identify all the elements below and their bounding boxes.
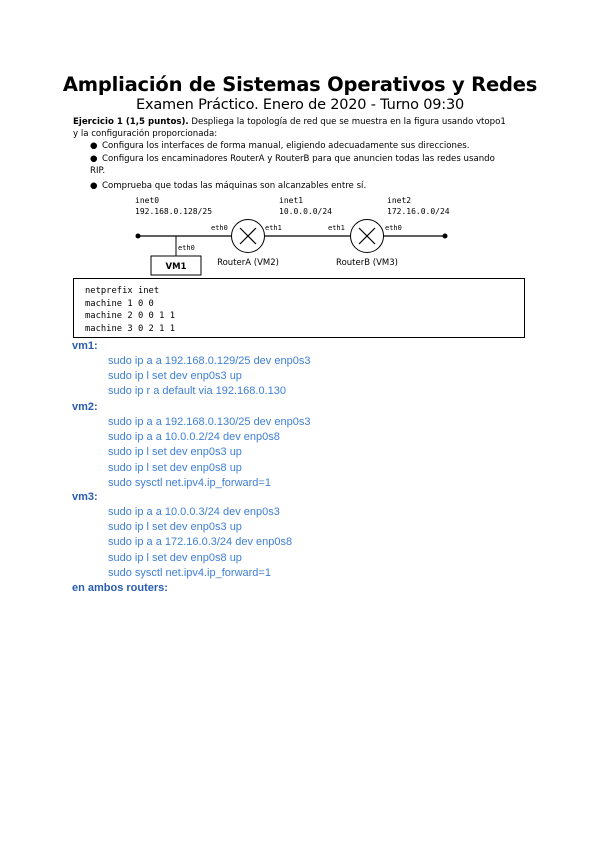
answer-routers — [72, 582, 168, 594]
bullet-icon: ● — [90, 141, 98, 151]
vm1-label: VM1 — [165, 262, 187, 272]
answer-vm1-label: vm1: — [72, 340, 98, 352]
command-line: sudo ip a a 192.168.0.130/25 dev enp0s3 — [108, 416, 311, 428]
router-b-eth0-label: eth0 — [385, 224, 402, 232]
bullet-icon: ● — [90, 154, 98, 164]
command-line: sudo ip l set dev enp0s3 up — [108, 370, 242, 383]
router-a-eth1-label: eth1 — [265, 224, 282, 232]
document-title: Ampliación de Sistemas Operativos y Redes — [62, 73, 538, 96]
inet1-cidr: 10.0.0.0/24 — [279, 207, 332, 216]
bullet-text: Comprueba que todas las máquinas son alcanzables entre sí. — [102, 181, 367, 191]
exercise-heading: Ejercicio 1 (1,5 puntos). — [73, 117, 189, 127]
answer-vm2 — [72, 401, 310, 491]
router-b-eth1-label: eth1 — [328, 224, 345, 232]
answer-routers-label: en ambos routers: — [72, 582, 168, 594]
router-a-eth0-label: eth0 — [211, 224, 228, 232]
command-line: sudo sysctl net.ipv4.ip_forward=1 — [108, 566, 271, 579]
router-a-label: RouterA (VM2) — [217, 258, 279, 268]
command-line: sudo ip a a 192.168.0.129/25 dev enp0s3 — [108, 355, 311, 367]
command-line: sudo ip l set dev enp0s8 up — [108, 461, 242, 474]
command-line: sudo ip a a 10.0.0.3/24 dev enp0s3 — [108, 506, 280, 518]
bullet-text: Configura los interfaces de forma manual, eligiendo adecuadamente sus direcciones. — [102, 141, 470, 151]
command-line: sudo ip r a default via 192.168.0.130 — [108, 385, 286, 398]
inet2-cidr: 172.16.0.0/24 — [387, 207, 450, 216]
command-line: sudo sysctl net.ipv4.ip_forward=1 — [108, 476, 271, 489]
config-line: machine 2 0 0 1 1 — [85, 311, 176, 321]
network-endpoint-right — [443, 234, 448, 239]
answer-vm3 — [72, 491, 292, 581]
bullet-icon: ● — [90, 181, 98, 191]
network-endpoint-left — [136, 234, 141, 239]
network-topology-diagram — [0, 0, 600, 280]
command-line: sudo ip a a 10.0.0.2/24 dev enp0s8 — [108, 431, 280, 444]
document-subtitle: Examen Práctico. Enero de 2020 - Turno 09:30 — [136, 97, 464, 113]
inet0-name: inet0 — [135, 196, 160, 205]
exercise-text-line2: y la configuración proporcionada: — [73, 129, 218, 139]
exercise-text-line1: Despliega la topología de red que se muestra en la figura usando vtopo1 — [188, 117, 506, 127]
command-line: sudo ip l set dev enp0s3 up — [108, 521, 242, 534]
config-line: machine 3 0 2 1 1 — [85, 323, 176, 334]
vtopo-config-box — [73, 278, 525, 338]
bullet-text: Configura los encaminadores RouterA y RouterB para que anuncien todas las redes usando — [102, 154, 495, 164]
answer-vm1 — [72, 340, 310, 400]
inet1-name: inet1 — [279, 196, 304, 205]
inet2-name: inet2 — [387, 196, 412, 205]
answer-vm3-label: vm3: — [72, 491, 98, 503]
command-line: sudo ip l set dev enp0s3 up — [108, 446, 242, 459]
config-line: netprefix inet — [85, 286, 160, 296]
command-line: sudo ip l set dev enp0s8 up — [108, 551, 242, 564]
answer-vm2-label: vm2: — [72, 401, 98, 413]
command-line: sudo ip a a 172.16.0.3/24 dev enp0s8 — [108, 536, 293, 549]
router-b-label: RouterB (VM3) — [336, 258, 398, 268]
vm1-eth0-label: eth0 — [178, 244, 195, 252]
bullet-text: RIP. — [90, 166, 106, 176]
config-line: machine 1 0 0 — [85, 298, 154, 309]
inet0-cidr: 192.168.0.128/25 — [135, 207, 213, 216]
